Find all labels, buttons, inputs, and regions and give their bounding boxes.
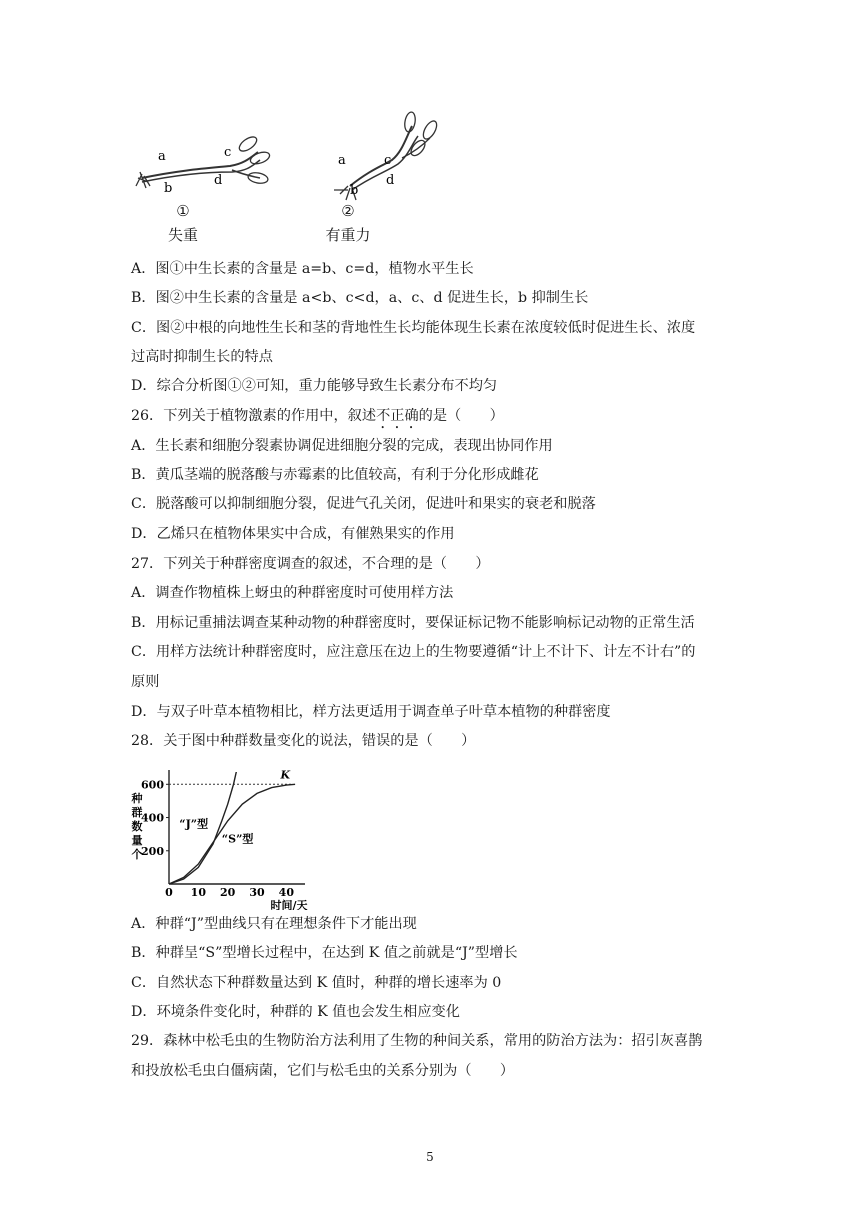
y-axis-label-char: 种: [131, 792, 143, 805]
figure-left-caption: 失重: [167, 226, 198, 244]
x-tick-label: 10: [190, 886, 206, 899]
y-axis-label-char: 数: [131, 820, 143, 833]
q26-stem-post: 的是（ ）: [418, 408, 504, 424]
y-tick-label: 400: [141, 811, 164, 825]
q25-option-a: A．图①中生长素的含量是 a=b、c=d，植物水平生长: [131, 261, 474, 277]
figure-left-number: ①: [176, 202, 190, 220]
x-tick-label: 30: [249, 886, 265, 899]
y-axis-label-char: 群: [131, 806, 143, 819]
q28-stem: 28．关于图中种群数量变化的说法，错误的是（ ）: [131, 733, 476, 749]
y-tick-label: 200: [141, 844, 164, 858]
label-d-left: d: [214, 173, 223, 188]
q25-option-c-cont: 过高时抑制生长的特点: [131, 349, 273, 365]
k-label: K: [280, 768, 291, 782]
y-axis-label-char: 个: [131, 848, 143, 861]
q27-option-a: A．调查作物植株上蚜虫的种群密度时可使用样方法: [131, 585, 454, 601]
q27-option-c-cont: 原则: [131, 674, 160, 690]
label-b-left: b: [164, 181, 173, 196]
label-a-left: a: [158, 149, 166, 164]
population-chart: [125, 760, 315, 910]
plant-right: [334, 111, 439, 200]
label-c-left: c: [224, 145, 232, 160]
q25-option-c: C．图②中根的向地性生长和茎的背地性生长均能体现生长素在浓度较低时促进生长、浓度: [131, 320, 696, 336]
q28-option-b: B．种群呈“S”型增长过程中，在达到 K 值之前就是“J”型增长: [131, 945, 518, 961]
figure-right-caption: 有重力: [325, 226, 371, 244]
label-d-right: d: [386, 173, 395, 188]
j-curve-label: “J”型: [179, 817, 209, 831]
label-a-right: a: [338, 153, 346, 168]
q26-stem: [131, 406, 504, 432]
q26-stem-pre: 26．下列关于植物激素的作用中，叙述: [131, 408, 377, 424]
y-axis-label-char: 量: [131, 834, 143, 847]
q27-option-b: B．用标记重捕法调查某种动物的种群密度时，要保证标记物不能影响标记动物的正常生活: [131, 615, 695, 631]
x-axis-label: 时间/天: [270, 899, 308, 910]
q26-option-b: B．黄瓜茎端的脱落酸与赤霉素的比值较高，有利于分化形成雌花: [131, 467, 539, 483]
q28-option-a: A．种群“J”型曲线只有在理想条件下才能出现: [131, 916, 417, 932]
q29-stem-line1: 29．森林中松毛虫的生物防治方法利用了生物的种间关系，常用的防治方法为：招引灰喜鹊: [131, 1033, 703, 1049]
plant-left: [136, 134, 271, 196]
q27-option-c: C．用样方法统计种群密度时，应注意压在边上的生物要遵循“计上不计下、计左不计右”的: [131, 644, 696, 660]
q25-option-d: D．综合分析图①②可知，重力能够导致生长素分布不均匀: [131, 378, 498, 394]
q29-stem-line2: 和投放松毛虫白僵病菌，它们与松毛虫的关系分别为（ ）: [131, 1063, 515, 1079]
q26-option-c: C．脱落酸可以抑制细胞分裂，促进气孔关闭，促进叶和果实的衰老和脱落: [131, 496, 596, 512]
y-tick-label: 600: [141, 778, 164, 792]
q25-option-b: B．图②中生长素的含量是 a<b、c<d，a、c、d 促进生长，b 抑制生长: [131, 290, 589, 306]
s-curve-label: “S”型: [221, 832, 254, 846]
q28-option-d: D．环境条件变化时，种群的 K 值也会发生相应变化: [131, 1004, 460, 1020]
figure-right-number: ②: [341, 202, 355, 220]
label-c-right: c: [384, 153, 392, 168]
x-tick-label: 20: [220, 886, 236, 899]
q26-stem-emphasis: 不正确: [376, 408, 419, 424]
x-tick-label: 40: [278, 886, 294, 899]
label-b-right: b: [350, 183, 359, 198]
x-tick-label: 0: [165, 886, 173, 899]
q26-option-a: A．生长素和细胞分裂素协调促进细胞分裂的完成，表现出协同作用: [131, 438, 553, 454]
q27-option-d: D．与双子叶草本植物相比，样方法更适用于调查单子叶草本植物的种群密度: [131, 704, 611, 720]
q26-option-d: D．乙烯只在植物体果实中合成，有催熟果实的作用: [131, 526, 455, 542]
page-number: 5: [426, 1150, 434, 1164]
q28-option-c: C．自然状态下种群数量达到 K 值时，种群的增长速率为 0: [131, 975, 502, 991]
q27-stem: 27．下列关于种群密度调查的叙述，不合理的是（ ）: [131, 556, 490, 572]
